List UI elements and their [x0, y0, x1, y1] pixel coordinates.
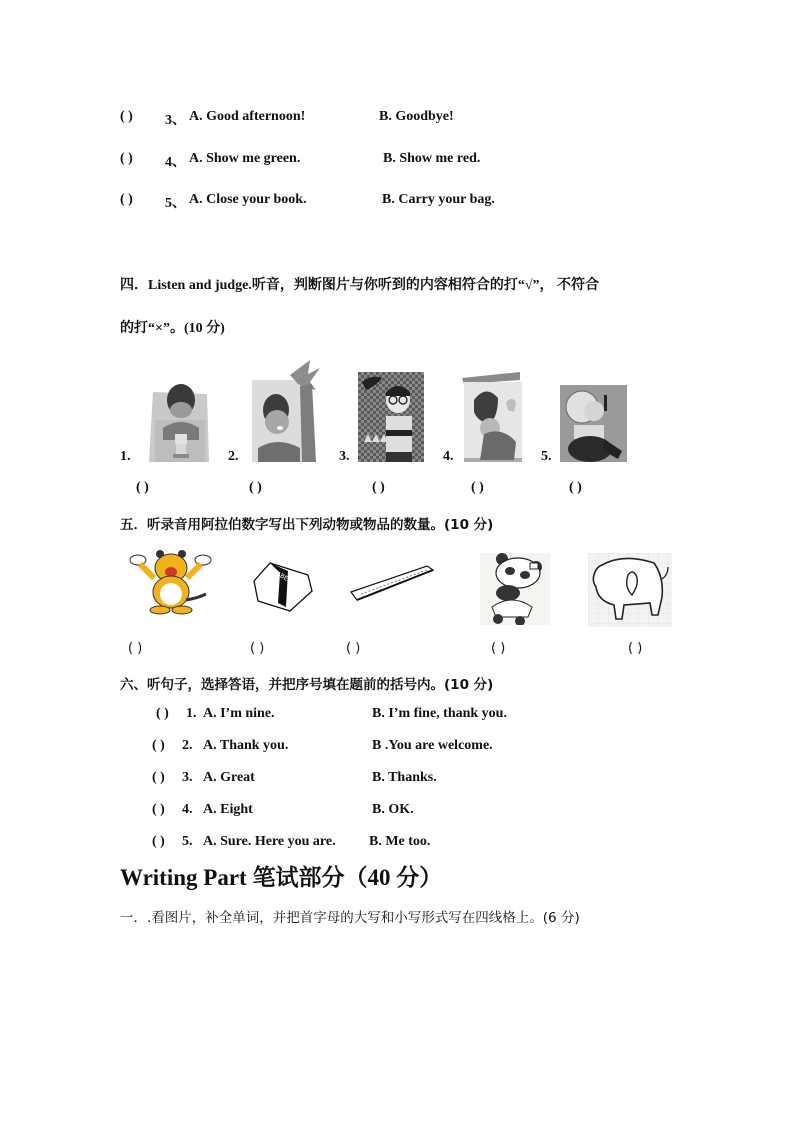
question-number: 3.	[182, 770, 193, 785]
answer-paren[interactable]: ( )	[250, 641, 265, 656]
option-a: A. Thank you.	[203, 738, 289, 753]
option-b: B. I’m fine, thank you.	[372, 706, 507, 721]
question-number: 1.	[186, 706, 197, 721]
tiger-picture	[128, 550, 213, 615]
answer-paren[interactable]: ( )	[491, 641, 506, 656]
picture-label: 2.	[228, 449, 239, 464]
picture-label: 4.	[443, 449, 454, 464]
section-title-choose-response: 六、听句子，选择答语，并把序号填在题前的括号内。(10 分)	[120, 677, 494, 693]
option-a: A. Close your book.	[189, 192, 307, 207]
elephant-picture	[588, 553, 672, 627]
answer-paren[interactable]: ( )	[156, 706, 169, 721]
question-number: 4、	[165, 155, 186, 170]
option-b: B .You are welcome.	[372, 738, 493, 753]
boy-in-jacket-picture	[462, 372, 524, 462]
answer-paren[interactable]: ( )	[372, 480, 385, 495]
option-b: B. Carry your bag.	[382, 192, 495, 207]
question-number: 5.	[182, 834, 193, 849]
option-a: A. Good afternoon!	[189, 109, 306, 124]
option-a: A. Eight	[203, 802, 253, 817]
option-b: B. Thanks.	[372, 770, 437, 785]
answer-paren[interactable]: ( )	[152, 770, 165, 785]
section-title-listen-judge: 四．Listen and judge.听音，判断图片与你听到的内容相符合的打“√”， 不符合	[120, 278, 600, 293]
answer-paren[interactable]: ( )	[249, 480, 262, 495]
option-a: A. I’m nine.	[203, 706, 275, 721]
section-title-listen-judge-cont: 的打“×”。(10 分)	[120, 321, 225, 336]
eraser-picture	[250, 555, 315, 613]
answer-paren[interactable]: ( )	[152, 834, 165, 849]
question-number: 5、	[165, 196, 186, 211]
panda-picture	[480, 553, 550, 625]
picture-label: 3.	[339, 449, 350, 464]
answer-paren[interactable]: ( )	[471, 480, 484, 495]
answer-paren[interactable]: ( )	[120, 109, 133, 124]
picture-label: 1.	[120, 449, 131, 464]
svg-text:FABER: FABER	[272, 568, 293, 585]
picture-label: 5.	[541, 449, 552, 464]
question-number: 3、	[165, 113, 186, 128]
answer-paren[interactable]: ( )	[628, 641, 643, 656]
option-b: B. Me too.	[369, 834, 431, 849]
answer-paren[interactable]: ( )	[136, 480, 149, 495]
answer-paren[interactable]: ( )	[346, 641, 361, 656]
answer-paren[interactable]: ( )	[152, 738, 165, 753]
answer-paren[interactable]: ( )	[569, 480, 582, 495]
option-a: A. Great	[203, 770, 255, 785]
question-number: 4.	[182, 802, 193, 817]
answer-paren[interactable]: ( )	[120, 151, 133, 166]
answer-paren[interactable]: ( )	[128, 641, 143, 656]
option-b: B. Show me red.	[383, 151, 481, 166]
girl-sitting-picture	[560, 385, 627, 462]
writing-part-heading: Writing Part 笔试部分（40 分）	[120, 865, 443, 890]
boy-raising-hand-picture	[250, 360, 322, 462]
option-b: B. Goodbye!	[379, 109, 454, 124]
boy-holding-cup-picture	[149, 380, 209, 462]
option-b: B. OK.	[372, 802, 414, 817]
option-a: A. Sure. Here you are.	[203, 834, 336, 849]
section-title-complete-words: 一．.看图片，补全单词，并把首字母的大写和小写形式写在四线格上。(6 分)	[120, 910, 580, 926]
answer-paren[interactable]: ( )	[152, 802, 165, 817]
section-title-count: 五．听录音用阿拉伯数字写出下列动物或物品的数量。(10 分)	[120, 517, 494, 533]
boy-with-glasses-picture	[358, 372, 424, 462]
question-number: 2.	[182, 738, 193, 753]
option-a: A. Show me green.	[189, 151, 301, 166]
ruler-picture	[347, 562, 435, 604]
answer-paren[interactable]: ( )	[120, 192, 133, 207]
